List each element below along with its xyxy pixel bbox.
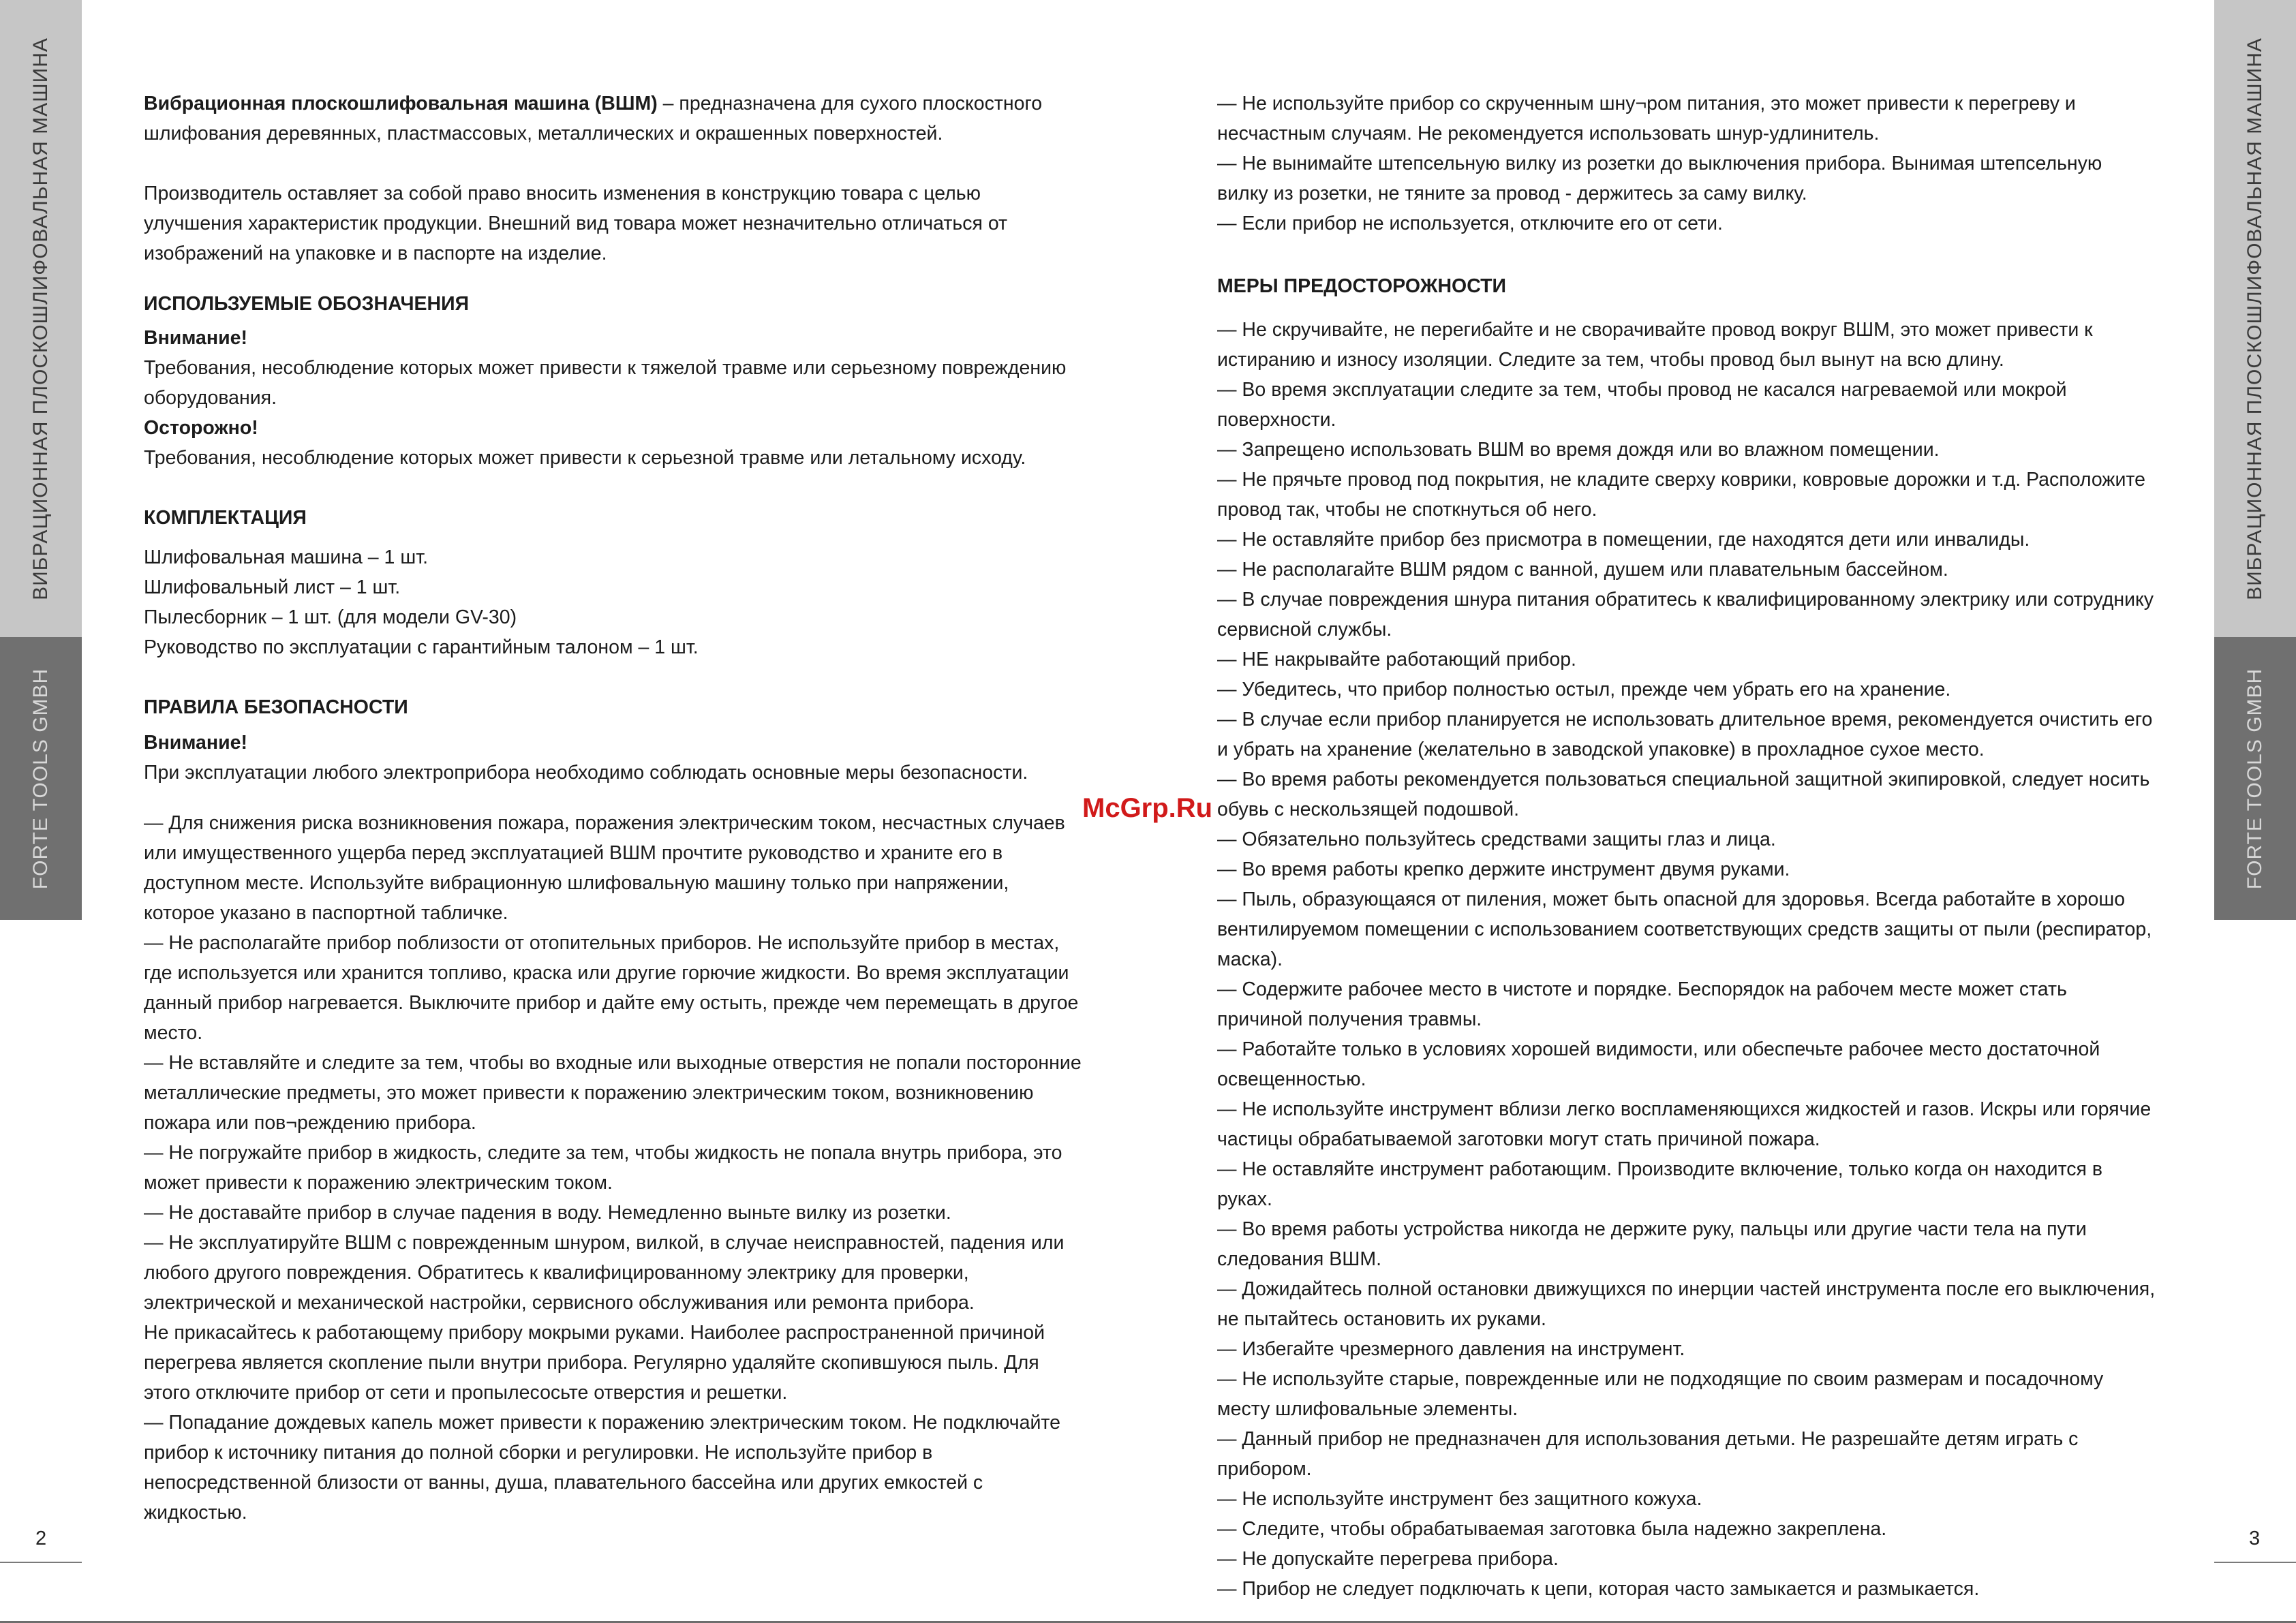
cord-rule: — Если прибор не используется, отключите его от сети. xyxy=(1217,213,1723,234)
kit-item: Пылесборник – 1 шт. (для модели GV-30) xyxy=(144,606,517,628)
side-label-brand-right: FORTE TOOLS GMBH xyxy=(2214,637,2296,920)
safety-rule: — Не эксплуатируйте ВШМ с поврежденным шнуром, вилкой, в случае неисправностей, падения или любого другого повреждения. Обратитесь к квалифицированному электрику для проверки, электрической и механической настройки, сервисного обслуживания или ремонта прибора. xyxy=(144,1232,1065,1314)
page-number-left: 2 xyxy=(35,1528,47,1549)
safety-attention-label: Внимание! xyxy=(144,732,247,754)
precaution-item: — Избегайте чрезмерного давления на инструмент. xyxy=(1217,1338,1685,1360)
safety-rule: — Не вставляйте и следите за тем, чтобы во входные или выходные отверстия не попали посторонние металлические предметы, это может привести к поражению электрическим током, возникновению пожара или пов¬реждению прибора. xyxy=(144,1052,1082,1134)
precaution-item: — Во время работы рекомендуется пользоваться специальной защитной экипировкой, следует носить обувь с нескользящей подошвой. xyxy=(1217,769,2150,820)
precaution-item: — Не допускайте перегрева прибора. xyxy=(1217,1548,1559,1570)
precaution-item: — Не используйте старые, поврежденные или не подходящие по своим размерам и посадочному месту шлифовальные элементы. xyxy=(1217,1368,2104,1420)
precaution-item: — Не оставляйте прибор без присмотра в помещении, где находятся дети или инвалиды. xyxy=(1217,529,2030,551)
precaution-item: — В случае если прибор планируется не использовать длительное время, рекомендуется очистить его и убрать на хранение (желательно в заводской упаковке) в прохладное сухое место. xyxy=(1217,709,2153,760)
precaution-item: — В случае повреждения шнура питания обратитесь к квалифицированному электрику или сотруднику сервисной службы. xyxy=(1217,589,2154,640)
side-label-product-right: ВИБРАЦИОННАЯ ПЛОСКОШЛИФОВАЛЬНАЯ МАШИНА xyxy=(2214,0,2296,637)
precaution-item: — Обязательно пользуйтесь средствами защиты глаз и лица. xyxy=(1217,829,1776,850)
symbols-heading: ИСПОЛЬЗУЕМЫЕ ОБОЗНАЧЕНИЯ xyxy=(144,293,470,315)
precaution-item: — НЕ накрывайте работающий прибор. xyxy=(1217,649,1576,670)
precaution-item: — Убедитесь, что прибор полностью остыл, прежде чем убрать его на хранение. xyxy=(1217,679,1951,700)
precaution-item: — Во время работы устройства никогда не держите руку, пальцы или другие части тела на пути следования ВШМ. xyxy=(1217,1218,2087,1270)
safety-attention-text: При эксплуатации любого электроприбора необходимо соблюдать основные меры безопасности. xyxy=(144,762,1028,784)
precaution-item: — Не прячьте провод под покрытия, не кладите сверху коврики, ковровые дорожки и т.д. Расположите провод так, чтобы не споткнуться об него. xyxy=(1217,469,2145,521)
kit-item: Шлифовальный лист – 1 шт. xyxy=(144,576,401,598)
precaution-item: — Не используйте инструмент без защитного кожуха. xyxy=(1217,1488,1702,1510)
intro-product-name: Вибрационная плоскошлифовальная машина (ВШМ) xyxy=(144,93,658,114)
precaution-item: — Пыль, образующаяся от пиления, может быть опасной для здоровья. Всегда работайте в хорошо вентилируемом помещении с использованием соответствующих средств защиты от пыли (респиратор, маска). xyxy=(1217,888,2152,970)
attention-label: Внимание! xyxy=(144,327,247,349)
attention-text: Требования, несоблюдение которых может привести к тяжелой травме или серьезному повреждению оборудования. xyxy=(144,357,1067,409)
kit-item: Руководство по эксплуатации с гарантийным талоном – 1 шт. xyxy=(144,636,699,658)
kit-item: Шлифовальная машина – 1 шт. xyxy=(144,546,429,568)
cord-rule: — Не вынимайте штепсельную вилку из розетки до выключения прибора. Вынимая штепсельную вилку из розетки, не тяните за провод - держитесь за саму вилку. xyxy=(1217,153,2102,204)
safety-rule: — Не доставайте прибор в случае падения в воду. Немедленно выньте вилку из розетки. xyxy=(144,1202,951,1224)
intro-paragraph xyxy=(144,89,1084,149)
kit-heading: КОМПЛЕКТАЦИЯ xyxy=(144,507,307,529)
manufacturer-note: Производитель оставляет за собой право вносить изменения в конструкцию товара с целью улучшения характеристик продукции. Внешний вид товара может незначительно отличаться от изображений на упаковке и в паспорте на изделие. xyxy=(144,183,1008,264)
safety-heading: ПРАВИЛА БЕЗОПАСНОСТИ xyxy=(144,696,408,718)
caution-label: Осторожно! xyxy=(144,417,258,439)
precaution-item: — Не располагайте ВШМ рядом с ванной, душем или плавательным бассейном. xyxy=(1217,559,1948,581)
precaution-item: — Запрещено использовать ВШМ во время дождя или во влажном помещении. xyxy=(1217,439,1940,461)
precaution-item: — Содержите рабочее место в чистоте и порядке. Беспорядок на рабочем месте может стать причиной получения травмы. xyxy=(1217,978,2067,1030)
page-footer-rule-right xyxy=(2214,1562,2296,1563)
side-label-brand-left: FORTE TOOLS GMBH xyxy=(0,637,82,920)
safety-rule: — Попадание дождевых капель может привести к поражению электрическим током. Не подключайте прибор к источнику питания до полной сборки и регулировки. Не используйте прибор в непосредственной близости от ванны, душа, плавательного бассейна или других емкостей с жидкостью. xyxy=(144,1412,1060,1524)
precaution-item: — Не скручивайте, не перегибайте и не сворачивайте провод вокруг ВШМ, это может привести к истиранию и износу изоляции. Следите за тем, чтобы провод был вынут на всю длину. xyxy=(1217,319,2093,371)
precaution-item: — Прибор не следует подключать к цепи, которая часто замыкается и размыкается. xyxy=(1217,1578,1980,1600)
precaution-item: — Следите, чтобы обрабатываемая заготовка была надежно закреплена. xyxy=(1217,1518,1887,1540)
left-page-column xyxy=(144,89,1084,1528)
precaution-item: — Не используйте инструмент вблизи легко воспламеняющихся жидкостей и газов. Искры или горячие частицы обрабатываемой заготовки могут стать причиной пожара. xyxy=(1217,1098,2152,1150)
safety-rule: Не прикасайтесь к работающему прибору мокрыми руками. Наиболее распространенной причиной перегрева является скопление пыли внутри прибора. Регулярно удаляйте скопившуюся пыль. Для этого отключите прибор от сети и пропылесосьте отверстия и решетки. xyxy=(144,1322,1045,1404)
watermark-text: McGrp.Ru xyxy=(1082,793,1213,823)
precaution-item: — Данный прибор не предназначен для использования детьми. Не разрешайте детям играть с прибором. xyxy=(1217,1428,2079,1480)
precaution-item: — Работайте только в условиях хорошей видимости, или обеспечьте рабочее место достаточной освещенностью. xyxy=(1217,1038,2100,1090)
safety-rule: — Не погружайте прибор в жидкость, следите за тем, чтобы жидкость не попала внутрь прибора, это может привести к поражению электрическим током. xyxy=(144,1142,1062,1194)
safety-rule: — Для снижения риска возникновения пожара, поражения электрическим током, несчастных случаев или имущественного ущерба перед эксплуатацией ВШМ прочтите руководство и храните его в доступном месте. Используйте вибрационную шлифовальную машину только при напряжении, которое указано в паспортной табличке. xyxy=(144,812,1065,924)
side-label-product-left: ВИБРАЦИОННАЯ ПЛОСКОШЛИФОВАЛЬНАЯ МАШИНА xyxy=(0,0,82,637)
precaution-item: — Во время работы крепко держите инструмент двумя руками. xyxy=(1217,859,1790,880)
safety-rule: — Не располагайте прибор поблизости от отопительных приборов. Не используйте прибор в местах, где используется или хранится топливо, краска или другие горючие жидкости. Во время эксплуатации данный прибор нагревается. Выключите прибор и дайте ему остыть, прежде чем перемещать в другое место. xyxy=(144,932,1079,1044)
page-number-right: 3 xyxy=(2249,1528,2261,1549)
intro-description: – предназначена для сухого плоскостного шлифования деревянных, пластмассовых, металлических и окрашенных поверхностей. xyxy=(144,93,1043,144)
caution-text: Требования, несоблюдение которых может привести к серьезной травме или летальному исходу. xyxy=(144,447,1026,469)
precaution-item: — Во время эксплуатации следите за тем, чтобы провод не касался нагреваемой или мокрой поверхности. xyxy=(1217,379,2067,431)
cord-rule: — Не используйте прибор со скрученным шну¬ром питания, это может привести к перегреву и несчастным случаям. Не рекомендуется использовать шнур-удлинитель. xyxy=(1217,93,2076,144)
right-page-column xyxy=(1217,89,2158,1604)
page-footer-rule-left xyxy=(0,1562,82,1563)
precautions-heading: МЕРЫ ПРЕДОСТОРОЖНОСТИ xyxy=(1217,275,1506,297)
precaution-item: — Не оставляйте инструмент работающим. Производите включение, только когда он находится в руках. xyxy=(1217,1158,2103,1210)
precaution-item: — Дожидайтесь полной остановки движущихся по инерции частей инструмента после его выключения, не пытайтесь остановить их руками. xyxy=(1217,1278,2156,1330)
